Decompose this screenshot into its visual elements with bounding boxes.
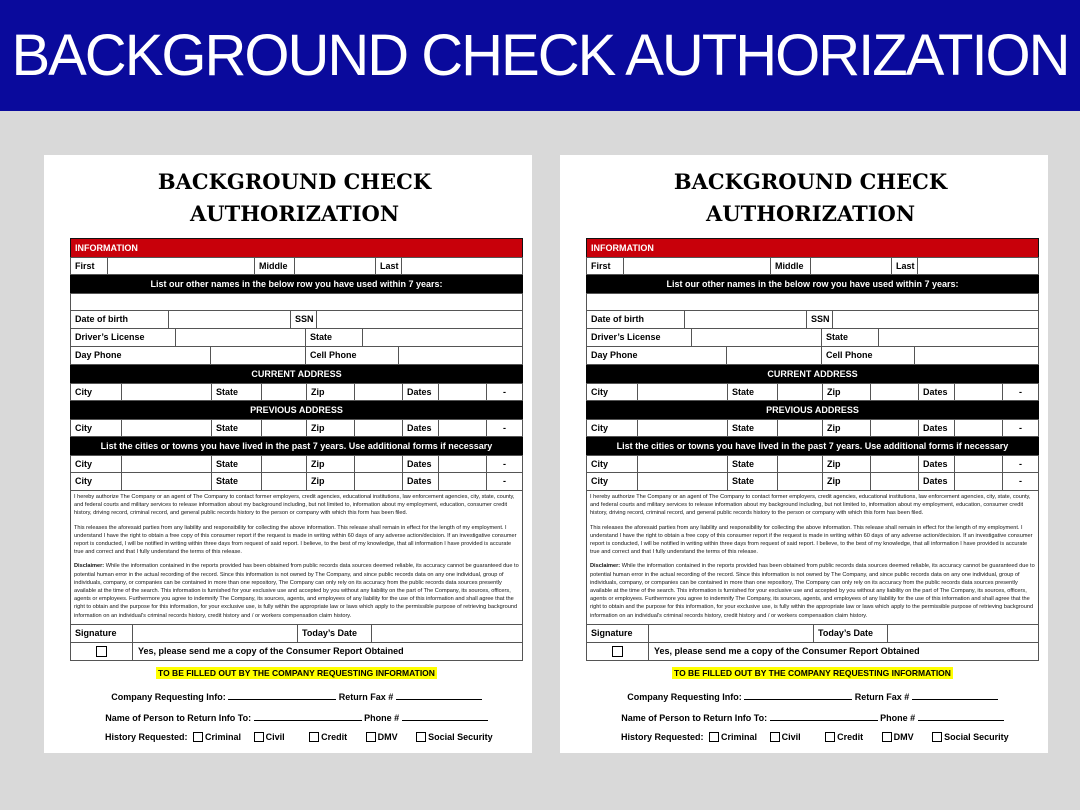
company-section-header: TO BE FILLED OUT BY THE COMPANY REQUESTING INFORMATION xyxy=(158,667,435,678)
middle-label: Middle xyxy=(255,258,295,274)
ssn-field[interactable] xyxy=(317,311,522,328)
dates-separator: - xyxy=(503,476,506,486)
history-option[interactable]: Criminal xyxy=(193,732,241,742)
other-names-header: List our other names in the below row you have used within 7 years: xyxy=(586,275,1039,293)
form-title: BACKGROUND CHECK AUTHORIZATION xyxy=(157,169,432,226)
consumer-report-checkbox[interactable] xyxy=(612,646,623,657)
drivers-license-field[interactable] xyxy=(692,329,822,346)
dates-label: Dates xyxy=(403,473,439,490)
form-page-right xyxy=(560,155,1048,753)
state-field[interactable] xyxy=(262,420,307,436)
cell-phone-field[interactable] xyxy=(915,347,1038,364)
history-checkbox[interactable] xyxy=(366,732,376,742)
city-field[interactable] xyxy=(638,420,728,436)
history-requested-row xyxy=(70,732,523,743)
consumer-report-row xyxy=(70,643,523,661)
last-name-field[interactable] xyxy=(918,258,1038,274)
todays-date-label: Today’s Date xyxy=(814,625,888,642)
zip-field[interactable] xyxy=(355,473,403,490)
dates-label: Dates xyxy=(919,420,955,436)
dates-separator: - xyxy=(503,459,506,469)
address-row xyxy=(70,419,523,437)
dates-from-field[interactable] xyxy=(439,473,487,490)
city-field[interactable] xyxy=(122,473,212,490)
license-state-field[interactable] xyxy=(363,329,522,346)
disclaimer-label: Disclaimer: xyxy=(590,563,621,570)
previous-address-header: PREVIOUS ADDRESS xyxy=(70,401,523,419)
return-person-label: Name of Person to Return Info To: xyxy=(621,712,768,723)
company-section-header: TO BE FILLED OUT BY THE COMPANY REQUESTING INFORMATION xyxy=(674,667,951,678)
cell-phone-label: Cell Phone xyxy=(822,347,915,364)
current-address-header: CURRENT ADDRESS xyxy=(70,365,523,383)
dates-from-field[interactable] xyxy=(955,456,1003,472)
disclaimer-text: While the information contained in the reports provided has been obtained from public records data sources deemed reliable, its accuracy cannot be guaranteed due to potential human error in the actual recording of the record. Since this information is not owned by The Company, and since public records data on any one individual, group of individuals, company, or companies can be contained in more than one repository, The Company can only rely on its accuracy from the public records data sources presently available at the time of the search. This information is furnished for your exclusive use and accepted by you without any liability on the part of The Company, its sources, officers, agents or employees. Furthermore you agree to indemnify The Company, its sources, agents, and employees of any liability for the use of this information and shall agree that the right to obtain and the purpose for this information, for your exclusive use, is fully within the appropriate law or laws which apply to the permissible purpose of retrieving background information on an individual's criminal records history, credit history and / or workers compensation claim history. xyxy=(74,563,519,619)
last-name-field[interactable] xyxy=(402,258,522,274)
state-field[interactable] xyxy=(778,473,823,490)
name-row xyxy=(586,257,1039,275)
zip-label: Zip xyxy=(307,420,355,436)
city-label: City xyxy=(587,420,638,436)
history-option[interactable]: DMV xyxy=(882,732,914,742)
day-phone-label: Day Phone xyxy=(587,347,727,364)
phone-row xyxy=(586,347,1039,365)
todays-date-field[interactable] xyxy=(372,625,522,642)
dob-label: Date of birth xyxy=(71,311,169,328)
first-name-field[interactable] xyxy=(108,258,255,274)
city-field[interactable] xyxy=(638,384,728,400)
return-person-field[interactable] xyxy=(770,711,878,721)
last-label: Last xyxy=(376,258,402,274)
company-info-field[interactable] xyxy=(228,690,336,700)
name-row xyxy=(70,257,523,275)
history-option[interactable]: Criminal xyxy=(709,732,757,742)
license-state-label: State xyxy=(822,329,879,346)
city-label: City xyxy=(587,384,638,400)
information-header: INFORMATION xyxy=(586,238,1039,257)
city-field[interactable] xyxy=(638,456,728,472)
state-label: State xyxy=(212,473,262,490)
dates-label: Dates xyxy=(919,384,955,400)
return-person-line xyxy=(586,711,1039,723)
dates-label: Dates xyxy=(403,456,439,472)
return-person-label: Name of Person to Return Info To: xyxy=(105,712,252,723)
history-checkbox[interactable] xyxy=(932,732,942,742)
city-field[interactable] xyxy=(122,420,212,436)
authorization-text xyxy=(70,491,523,625)
cell-phone-label: Cell Phone xyxy=(306,347,399,364)
signature-label: Signature xyxy=(71,625,133,642)
consumer-report-label: Yes, please send me a copy of the Consumer Report Obtained xyxy=(138,645,404,656)
signature-row xyxy=(70,625,523,643)
dates-from-field[interactable] xyxy=(955,473,1003,490)
phone-row xyxy=(70,347,523,365)
company-info-field[interactable] xyxy=(744,690,852,700)
banner-title: BACKGROUND CHECK AUTHORIZATION xyxy=(11,23,1069,88)
history-option[interactable]: DMV xyxy=(366,732,398,742)
dob-row xyxy=(70,311,523,329)
phone-field[interactable] xyxy=(402,711,488,721)
disclaimer-paragraph xyxy=(590,562,1035,619)
dob-label: Date of birth xyxy=(587,311,685,328)
company-info-label: Company Requesting Info: xyxy=(111,691,226,702)
history-option[interactable]: Credit xyxy=(309,732,347,742)
disclaimer-paragraph xyxy=(74,562,519,619)
state-label: State xyxy=(728,384,778,400)
first-label: First xyxy=(71,258,108,274)
cities-header: List the cities or towns you have lived in the past 7 years. Use additional forms if necessary xyxy=(586,437,1039,455)
city-label: City xyxy=(71,456,122,472)
drivers-license-label: Driver’s License xyxy=(587,329,692,346)
state-field[interactable] xyxy=(262,384,307,400)
day-phone-field[interactable] xyxy=(211,347,306,364)
previous-address-header: PREVIOUS ADDRESS xyxy=(586,401,1039,419)
ssn-label: SSN xyxy=(291,311,317,328)
zip-label: Zip xyxy=(823,456,871,472)
dates-label: Dates xyxy=(919,456,955,472)
history-option[interactable]: Civil xyxy=(770,732,801,742)
license-row xyxy=(586,329,1039,347)
form-page-left xyxy=(44,155,532,753)
address-row xyxy=(586,473,1039,491)
license-state-field[interactable] xyxy=(879,329,1038,346)
zip-field[interactable] xyxy=(871,420,919,436)
history-checkbox[interactable] xyxy=(193,732,203,742)
middle-name-field[interactable] xyxy=(295,258,376,274)
header-banner xyxy=(0,0,1080,111)
authorization-paragraph: I hereby authorize The Company or an agent of The Company to contact former employers, credit agencies, educational institutions, law enforcement agencies, city, state, county, and federal courts and military services to release information about my background including, but not limited to, information about my employment, education, consumer credit history, driving record, criminal record, and general public records history to the person or company with which this form has been filed. xyxy=(590,494,1031,517)
cities-header: List the cities or towns you have lived in the past 7 years. Use additional forms if necessary xyxy=(70,437,523,455)
history-option[interactable]: Social Security xyxy=(932,732,1009,742)
license-row xyxy=(70,329,523,347)
history-checkbox[interactable] xyxy=(309,732,319,742)
city-label: City xyxy=(71,420,122,436)
release-paragraph: This releases the aforesaid parties from any liability and responsibility for collecting the above information. This release shall remain in effect for the length of my employment. I understand I have the right to obtain a free copy of this consumer report if the request is made in writing within 60 days of any adverse action/decision. If an investigative consumer report is conducted, I will be notified in writing within three days from request of said report. I believe, to the best of my knowledge, that all information I have provided is accurate true and correct and that I fully understand the terms of this release. xyxy=(74,524,517,556)
other-names-header: List our other names in the below row you have used within 7 years: xyxy=(70,275,523,293)
return-person-field[interactable] xyxy=(254,711,362,721)
return-fax-field[interactable] xyxy=(912,690,998,700)
address-row xyxy=(586,455,1039,473)
history-requested-row xyxy=(586,732,1039,743)
history-checkbox[interactable] xyxy=(770,732,780,742)
phone-label: Phone # xyxy=(364,712,400,723)
form-table xyxy=(586,238,1039,661)
history-checkbox[interactable] xyxy=(416,732,426,742)
state-field[interactable] xyxy=(778,384,823,400)
dates-separator: - xyxy=(1019,423,1022,433)
signature-field[interactable] xyxy=(133,625,298,642)
middle-label: Middle xyxy=(771,258,811,274)
dates-from-field[interactable] xyxy=(955,420,1003,436)
signature-label: Signature xyxy=(587,625,649,642)
first-label: First xyxy=(587,258,624,274)
history-checkbox[interactable] xyxy=(709,732,719,742)
zip-label: Zip xyxy=(307,384,355,400)
dates-label: Dates xyxy=(403,420,439,436)
dob-row xyxy=(586,311,1039,329)
middle-name-field[interactable] xyxy=(811,258,892,274)
history-checkbox[interactable] xyxy=(825,732,835,742)
authorization-text xyxy=(586,491,1039,625)
consumer-report-row xyxy=(586,643,1039,661)
ssn-label: SSN xyxy=(807,311,833,328)
company-info-line xyxy=(70,690,523,702)
dates-separator: - xyxy=(1019,387,1022,397)
state-field[interactable] xyxy=(262,456,307,472)
other-names-field[interactable] xyxy=(586,293,1039,311)
history-checkbox[interactable] xyxy=(254,732,264,742)
address-row xyxy=(586,419,1039,437)
city-field[interactable] xyxy=(638,473,728,490)
city-label: City xyxy=(587,456,638,472)
license-state-label: State xyxy=(306,329,363,346)
state-label: State xyxy=(728,456,778,472)
return-fax-label: Return Fax # xyxy=(338,691,394,702)
current-address-header: CURRENT ADDRESS xyxy=(586,365,1039,383)
signature-row xyxy=(586,625,1039,643)
dates-label: Dates xyxy=(403,384,439,400)
ssn-field[interactable] xyxy=(833,311,1038,328)
zip-field[interactable] xyxy=(355,420,403,436)
zip-label: Zip xyxy=(823,384,871,400)
state-label: State xyxy=(212,384,262,400)
history-option[interactable]: Credit xyxy=(825,732,863,742)
zip-field[interactable] xyxy=(871,384,919,400)
release-paragraph: This releases the aforesaid parties from any liability and responsibility for collecting the above information. This release shall remain in effect for the length of my employment. I understand I have the right to obtain a free copy of this consumer report if the request is made in writing within 60 days of any adverse action/decision. If an investigative consumer report is conducted, I will be notified in writing within three days from request of said report. I believe, to the best of my knowledge, that all information I have provided is accurate true and correct and that I fully understand the terms of this release. xyxy=(590,524,1033,556)
disclaimer-text: While the information contained in the reports provided has been obtained from public records data sources deemed reliable, its accuracy cannot be guaranteed due to potential human error in the actual recording of the record. Since this information is not owned by The Company, and since public records data on any one individual, group of individuals, company, or companies can be contained in more than one repository, The Company can only rely on its accuracy from the public records data sources presently available at the time of the search. This information is furnished for your exclusive use and accepted by you without any liability on the part of The Company, its sources, officers, agents or employees. Furthermore you agree to indemnify The Company, its sources, agents, and employees of any liability for the use of this information and shall agree that the right to obtain and the purpose for this information, for your exclusive use, is fully within the appropriate law or laws which apply to the permissible purpose of retrieving background information on an individual's criminal records history, credit history and / or workers compensation claim history. xyxy=(590,563,1035,619)
zip-label: Zip xyxy=(823,473,871,490)
todays-date-label: Today’s Date xyxy=(298,625,372,642)
first-name-field[interactable] xyxy=(624,258,771,274)
state-label: State xyxy=(212,456,262,472)
return-fax-label: Return Fax # xyxy=(854,691,910,702)
company-info-line xyxy=(586,690,1039,702)
history-checkbox[interactable] xyxy=(882,732,892,742)
address-row xyxy=(70,473,523,491)
zip-label: Zip xyxy=(307,456,355,472)
authorization-paragraph: I hereby authorize The Company or an agent of The Company to contact former employers, credit agencies, educational institutions, law enforcement agencies, city, state, county, and federal courts and military services to release information about my background including, but not limited to, information about my employment, education, consumer credit history, driving record, criminal record, and general public records history to the person or company with which this form has been filed. xyxy=(74,494,515,517)
dates-separator: - xyxy=(1019,476,1022,486)
disclaimer-label: Disclaimer: xyxy=(74,563,105,570)
city-field[interactable] xyxy=(122,384,212,400)
phone-field[interactable] xyxy=(918,711,1004,721)
phone-label: Phone # xyxy=(880,712,916,723)
return-fax-field[interactable] xyxy=(396,690,482,700)
dob-field[interactable] xyxy=(169,311,291,328)
day-phone-label: Day Phone xyxy=(71,347,211,364)
dates-from-field[interactable] xyxy=(439,456,487,472)
city-label: City xyxy=(71,473,122,490)
state-field[interactable] xyxy=(778,420,823,436)
zip-field[interactable] xyxy=(355,456,403,472)
state-label: State xyxy=(212,420,262,436)
zip-label: Zip xyxy=(823,420,871,436)
other-names-field[interactable] xyxy=(70,293,523,311)
consumer-report-label: Yes, please send me a copy of the Consumer Report Obtained xyxy=(654,645,920,656)
dates-from-field[interactable] xyxy=(439,384,487,400)
drivers-license-field[interactable] xyxy=(176,329,306,346)
consumer-report-checkbox[interactable] xyxy=(96,646,107,657)
state-label: State xyxy=(728,473,778,490)
form-table xyxy=(70,238,523,661)
state-field[interactable] xyxy=(778,456,823,472)
dates-from-field[interactable] xyxy=(955,384,1003,400)
todays-date-field[interactable] xyxy=(888,625,1038,642)
history-option[interactable]: Social Security xyxy=(416,732,493,742)
history-option[interactable]: Civil xyxy=(254,732,285,742)
state-field[interactable] xyxy=(262,473,307,490)
information-header: INFORMATION xyxy=(70,238,523,257)
city-label: City xyxy=(71,384,122,400)
history-label: History Requested: xyxy=(105,731,188,742)
signature-field[interactable] xyxy=(649,625,814,642)
dates-label: Dates xyxy=(919,473,955,490)
dob-field[interactable] xyxy=(685,311,807,328)
dates-separator: - xyxy=(503,387,506,397)
address-row xyxy=(70,455,523,473)
city-label: City xyxy=(587,473,638,490)
dates-separator: - xyxy=(1019,459,1022,469)
state-label: State xyxy=(728,420,778,436)
dates-separator: - xyxy=(503,423,506,433)
address-row xyxy=(70,383,523,401)
zip-field[interactable] xyxy=(355,384,403,400)
form-title: BACKGROUND CHECK AUTHORIZATION xyxy=(673,169,948,226)
return-person-line xyxy=(70,711,523,723)
zip-field[interactable] xyxy=(871,473,919,490)
last-label: Last xyxy=(892,258,918,274)
drivers-license-label: Driver’s License xyxy=(71,329,176,346)
dates-from-field[interactable] xyxy=(439,420,487,436)
cell-phone-field[interactable] xyxy=(399,347,522,364)
history-label: History Requested: xyxy=(621,731,704,742)
day-phone-field[interactable] xyxy=(727,347,822,364)
company-info-label: Company Requesting Info: xyxy=(627,691,742,702)
address-row xyxy=(586,383,1039,401)
zip-field[interactable] xyxy=(871,456,919,472)
city-field[interactable] xyxy=(122,456,212,472)
zip-label: Zip xyxy=(307,473,355,490)
